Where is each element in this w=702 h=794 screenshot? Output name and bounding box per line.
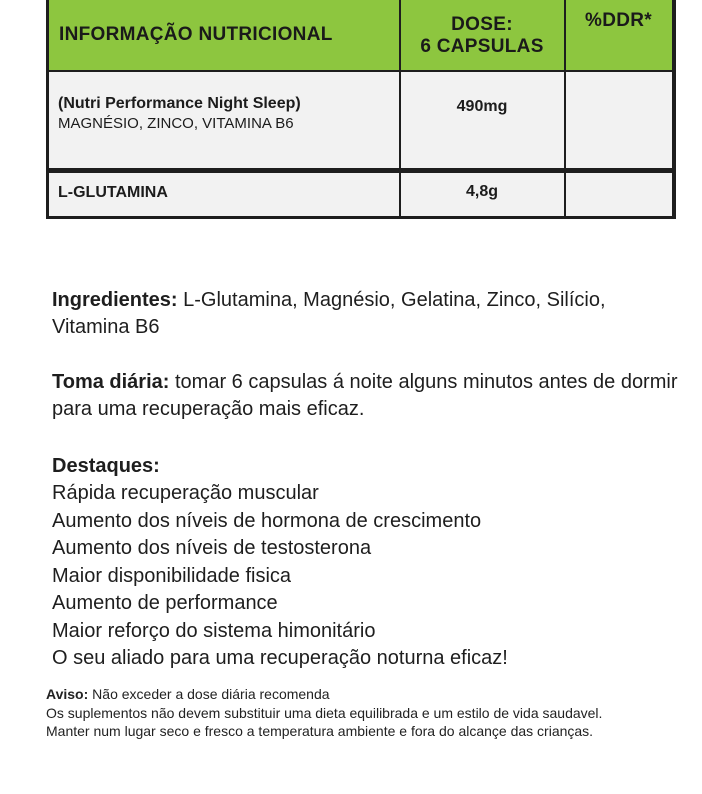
- ingredients-label: Ingredientes:: [52, 289, 178, 311]
- table-row: [48, 71, 674, 171]
- daily-dose-label: Toma diária:: [52, 371, 170, 393]
- highlights-title: Destaques:: [52, 455, 160, 477]
- ingredients-paragraph: [52, 287, 682, 341]
- warning-label: Aviso:: [46, 686, 89, 702]
- nutrition-table: [46, 0, 676, 219]
- warning-footer: [46, 685, 686, 741]
- row-name-cell: L-GLUTAMINA: [48, 171, 400, 218]
- header-nutrition-info: INFORMAÇÃO NUTRICIONAL: [48, 0, 400, 71]
- list-item: Aumento dos níveis de hormona de crescimento: [52, 509, 482, 532]
- header-dose-line1: DOSE:: [451, 14, 513, 35]
- daily-dose-text: tomar 6 capsulas á noite alguns minutos antes de dormir para uma recuperação mais eficaz.: [52, 371, 678, 420]
- daily-dose-paragraph: [52, 369, 682, 423]
- warning-line: [46, 685, 686, 704]
- header-ddr: %DDR*: [565, 0, 674, 71]
- nutrition-table-header-row: [48, 0, 674, 71]
- row-ddr-cell: [565, 171, 674, 218]
- product-name: (Nutri Performance Night Sleep): [58, 95, 301, 112]
- list-item: Maior reforço do sistema himonitário: [52, 619, 376, 642]
- row-name-cell: [48, 71, 400, 171]
- list-item: Aumento de performance: [52, 592, 278, 614]
- highlights-list: [52, 480, 682, 673]
- table-row: [48, 171, 674, 218]
- storage-instructions: Manter num lugar seco e fresco a temperatura ambiente e fora do alcançe das crianças.: [46, 723, 594, 739]
- header-dose-line2: 6 CAPSULAS: [420, 36, 544, 57]
- list-item: O seu aliado para uma recuperação noturna eficaz!: [52, 647, 508, 669]
- row-dose-cell: 490mg: [400, 71, 565, 171]
- product-components: MAGNÉSIO, ZINCO, VITAMINA B6: [58, 115, 294, 132]
- row-dose-cell: 4,8g: [400, 171, 565, 218]
- supplement-disclaimer: Os suplementos não devem substituir uma dieta equilibrada e um estilo de vida saudavel.: [46, 704, 603, 721]
- warning-text: Não exceder a dose diária recomenda: [88, 686, 330, 702]
- list-item: Rápida recuperação muscular: [52, 482, 319, 504]
- list-item: Aumento dos níveis de testosterona: [52, 537, 372, 559]
- ingredients-text: L-Glutamina, Magnésio, Gelatina, Zinco, Silício, Vitamina B6: [52, 289, 606, 338]
- row-ddr-cell: [565, 71, 674, 171]
- list-item: Maior disponibilidade fisica: [52, 564, 292, 587]
- highlights-section: [52, 452, 682, 673]
- header-dose: [400, 0, 565, 71]
